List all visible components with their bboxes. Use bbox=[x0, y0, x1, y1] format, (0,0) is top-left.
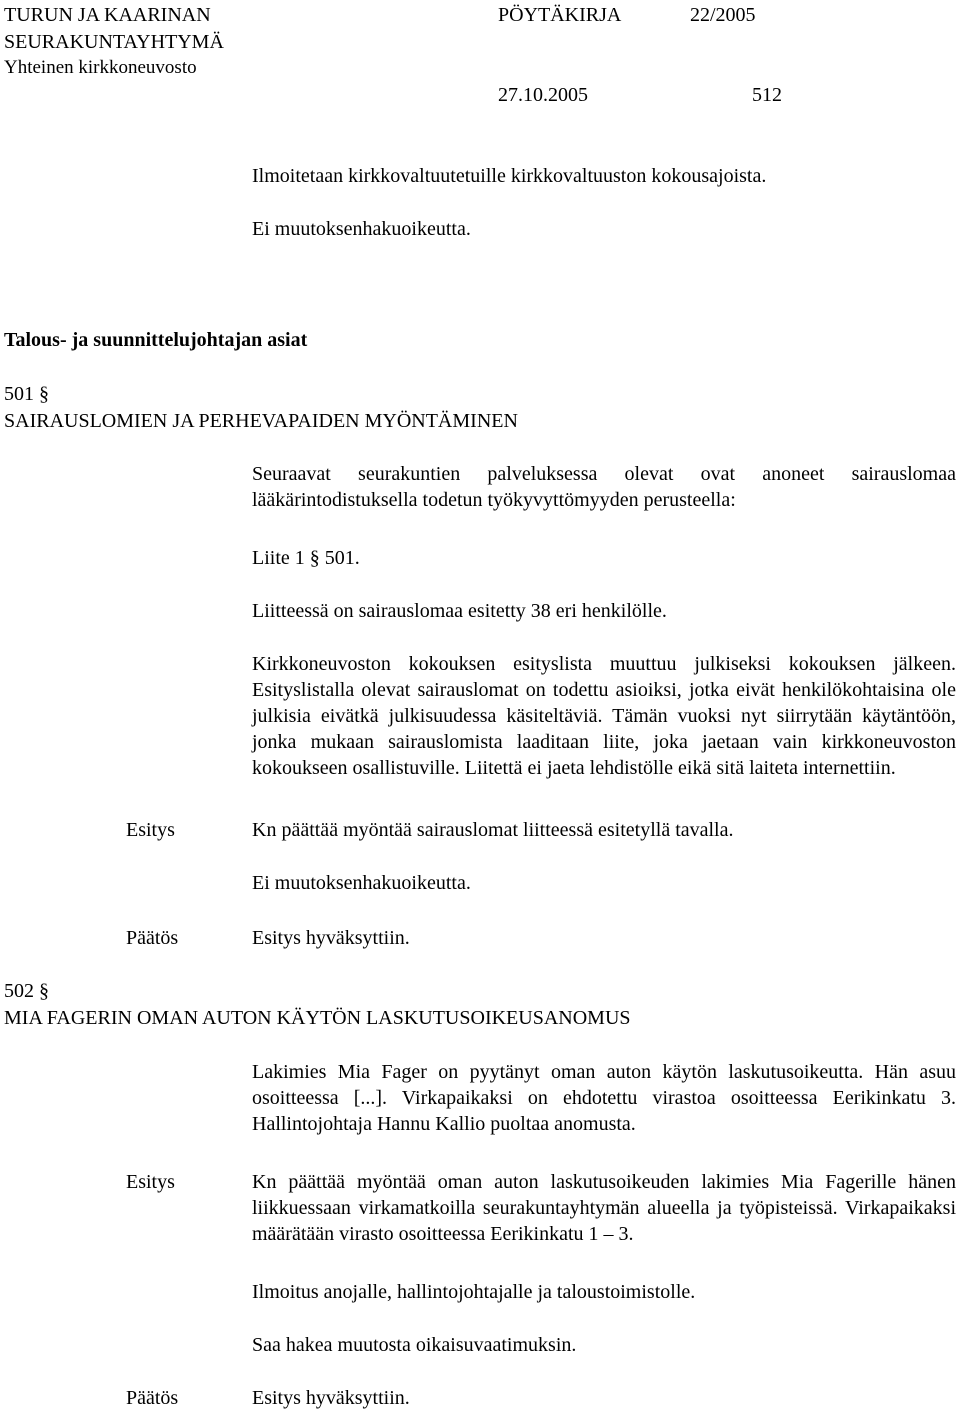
section-mark-icon: § bbox=[39, 383, 49, 405]
page-number: 512 bbox=[752, 84, 782, 106]
item-501-para2: Kirkkoneuvoston kokouksen esityslista muuttuu julkiseksi kokouksen jälkeen. Esityslistalla olevat sairauslomat on todettu asioiksi, jotka eivät henkilökohtaisina ole julkisia eivätkä julkisuudessa käsiteltäviä. Tämän vuoksi nyt siirrytään käytäntöön, jonka mukaan sairauslomista laaditaan liite, joka jaetaan vain kirkkoneuvoston kokoukseen osallistuville. Liitettä ei jaeta lehdistölle eikä sitä laiteta internettiin. bbox=[252, 653, 956, 779]
item-501-decision-label: Päätös bbox=[126, 927, 179, 949]
item-502-number-line bbox=[4, 978, 49, 1004]
item-501-title: SAIRAUSLOMIEN JA PERHEVAPAIDEN MYÖNTÄMINEN bbox=[4, 410, 518, 432]
item-501-proposal-label: Esitys bbox=[126, 819, 175, 841]
org-name-line3: Yhteinen kirkkoneuvosto bbox=[4, 57, 197, 78]
doc-type: PÖYTÄKIRJA bbox=[498, 4, 622, 26]
meeting-date: 27.10.2005 bbox=[498, 84, 588, 106]
item-502-proposal-label: Esitys bbox=[126, 1171, 175, 1193]
intro-appeal: Ei muutoksenhakuoikeutta. bbox=[252, 218, 471, 240]
item-501-decision: Esitys hyväksyttiin. bbox=[252, 927, 410, 949]
item-502-proposal: Kn päättää myöntää oman auton laskutusoikeuden lakimies Mia Fagerille hänen liikkuessaan virkamatkoilla seurakuntayhtymän alueella ja työpisteissä. Virkapaikaksi määrätään virasto osoitteessa Eerikinkatu 1 – 3. bbox=[252, 1171, 956, 1245]
org-name-line1: TURUN JA KAARINAN bbox=[4, 4, 211, 26]
doc-number: 22/2005 bbox=[690, 4, 756, 26]
item-501-para1: Seuraavat seurakuntien palveluksessa olevat ovat anoneet sairauslomaa lääkärintodistuksella todetun työkyvyttömyyden perusteella: bbox=[252, 463, 956, 511]
item-501-number-line bbox=[4, 381, 49, 407]
item-502-decision-label: Päätös bbox=[126, 1387, 179, 1409]
intro-notice: Ilmoitetaan kirkkovaltuutetuille kirkkovaltuuston kokousajoista. bbox=[252, 165, 767, 187]
item-502-notice: Ilmoitus anojalle, hallintojohtajalle ja taloustoimistolle. bbox=[252, 1281, 696, 1303]
section-mark-icon: § bbox=[39, 980, 49, 1002]
item-502-title: MIA FAGERIN OMAN AUTON KÄYTÖN LASKUTUSOIKEUSANOMUS bbox=[4, 1007, 631, 1029]
org-name-line2: SEURAKUNTAYHTYMÄ bbox=[4, 31, 224, 53]
item-501-proposal: Kn päättää myöntää sairauslomat liitteessä esitetyllä tavalla. bbox=[252, 819, 734, 841]
item-502-decision: Esitys hyväksyttiin. bbox=[252, 1387, 410, 1409]
item-502-para1: Lakimies Mia Fager on pyytänyt oman auton käytön laskutusoikeutta. Hän asuu osoitteessa [...]. Virkapaikaksi on ehdotettu virastoa osoitteessa Eerikinkatu 3. Hallintojohtaja Hannu Kallio puoltaa anomusta. bbox=[252, 1061, 956, 1135]
item-502-appeal: Saa hakea muutosta oikaisuvaatimuksin. bbox=[252, 1334, 577, 1356]
item-501-attachment-note: Liitteessä on sairauslomaa esitetty 38 eri henkilölle. bbox=[252, 600, 667, 622]
item-501-number: 501 bbox=[4, 383, 34, 405]
item-501-attachment: Liite 1 § 501. bbox=[252, 547, 360, 569]
item-501-appeal: Ei muutoksenhakuoikeutta. bbox=[252, 872, 471, 894]
section-heading: Talous- ja suunnittelujohtajan asiat bbox=[4, 329, 308, 351]
item-502-number: 502 bbox=[4, 980, 34, 1002]
